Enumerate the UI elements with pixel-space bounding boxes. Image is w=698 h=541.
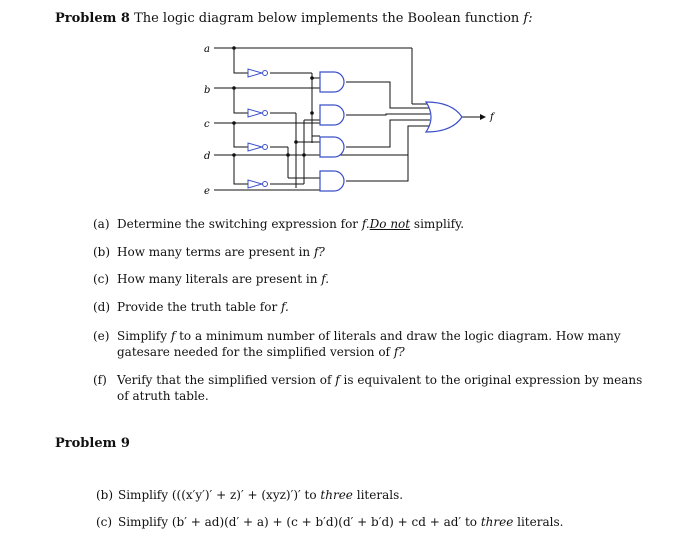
and-gates (320, 72, 344, 191)
question-label: (c) (93, 272, 110, 286)
input-label-b: b (204, 85, 211, 96)
question-label: (e) (93, 329, 110, 343)
problem-8-heading (55, 11, 533, 26)
question-label: (a) (93, 217, 110, 231)
question-d: (d) Provide the truth table for f. (93, 300, 289, 314)
question-f: (f) Verify that the simplified version of f is equivalent to the original expression by means of atruth table. (93, 373, 643, 403)
input-label-c: c (204, 119, 210, 130)
question-label: (f) (93, 373, 107, 387)
question-label: (d) (93, 300, 111, 314)
question-label: (b) (93, 245, 111, 259)
input-label-a: a (204, 44, 210, 55)
question-c: (c) How many literals are present in f. (93, 272, 330, 286)
inverters (248, 69, 268, 188)
problem-9-question-b: (b) Simplify (((x′y′)′ + z)′ + (xyz)′)′ to three literals. (96, 488, 404, 502)
junction-dots (232, 46, 314, 157)
problem-8-func: f: (523, 11, 533, 26)
question-b: (b) How many terms are present in f? (93, 245, 325, 259)
output-label-f: f (490, 112, 494, 123)
and-gate (320, 171, 344, 191)
question-label: (b) (96, 488, 114, 502)
inverter-gate (248, 180, 268, 188)
question-e: (e) Simplify f to a minimum number of literals and draw the logic diagram. How many gatesare needed for the simplified version of f? (93, 329, 621, 359)
input-label-d: d (204, 151, 211, 162)
inverter-gate (248, 69, 268, 77)
problem-8-intro: The logic diagram below implements the Boolean function (134, 11, 520, 26)
output-arrow-icon (480, 114, 486, 120)
inverter-gate (248, 143, 268, 151)
and-gate (320, 137, 344, 157)
input-label-e: e (204, 186, 210, 197)
problem-9-question-c: (c) Simplify (b′ + ad)(d′ + a) + (c + b′d)(d′ + b′d) + cd + ad′ to three literals. (96, 515, 564, 529)
or-gate (426, 102, 462, 132)
logic-diagram (190, 38, 510, 198)
question-label: (c) (96, 515, 113, 529)
inverter-gate (248, 109, 268, 117)
problem-8-label: Problem 8 (55, 11, 130, 26)
problem-9-heading: Problem 9 (55, 436, 130, 451)
and-gate (320, 105, 344, 125)
question-a: (a) Determine the switching expression for f.Do not simplify. (93, 217, 465, 231)
and-gate (320, 72, 344, 92)
